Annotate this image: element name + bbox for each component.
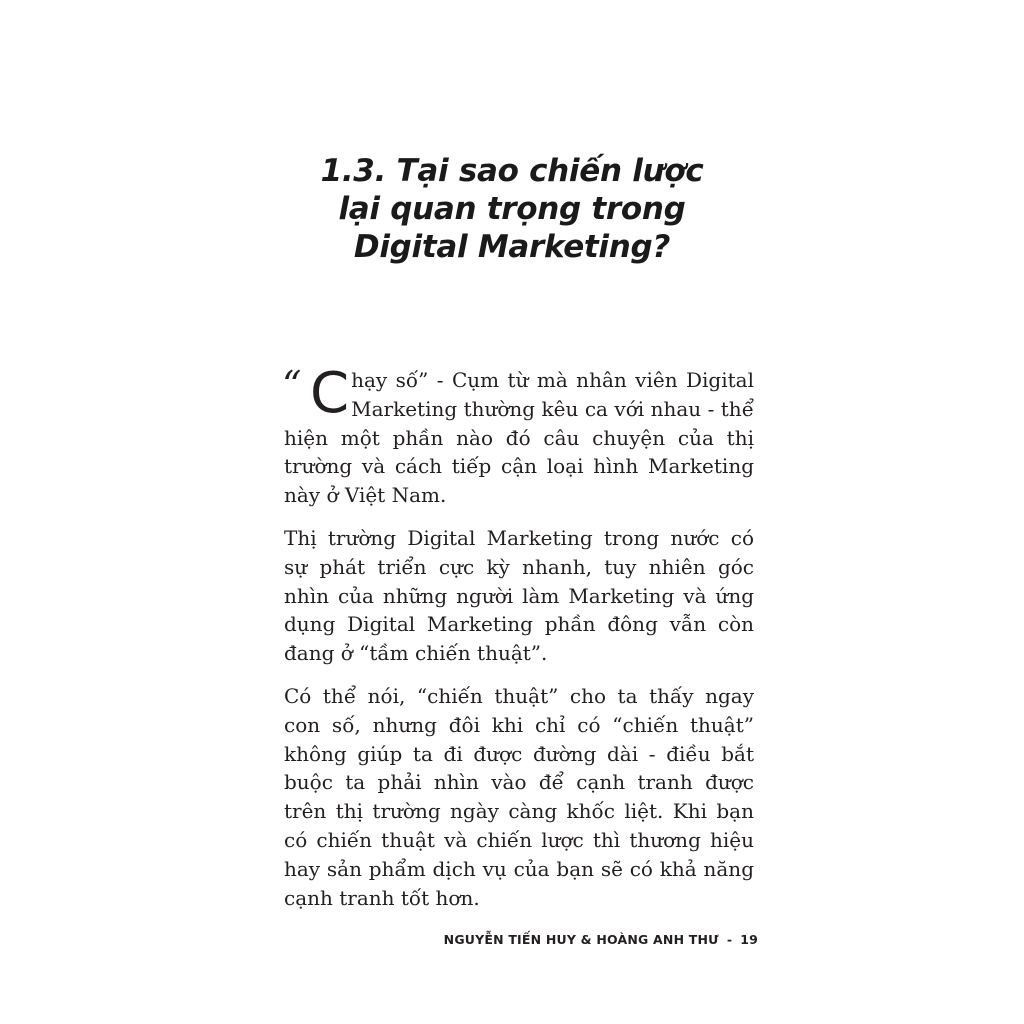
page-number: 19	[740, 932, 758, 947]
footer-authors: NGUYỄN TIẾN HUY & HOÀNG ANH THƯ	[443, 932, 719, 947]
page-footer	[444, 932, 758, 947]
open-quote-mark: “	[282, 363, 302, 407]
heading-line-3: Digital Marketing?	[353, 229, 671, 265]
section-heading	[0, 152, 1024, 266]
paragraph-1	[282, 361, 754, 510]
paragraph-3: Có thể nói, “chiến thuật” cho ta thấy ngay con số, nhưng đôi khi chỉ có “chiến thuật” không giúp ta đi được đường dài - điều bắt buộc ta phải nhìn vào để cạnh tranh được trên thị trường ngày càng khốc liệt. Khi bạn có chiến thuật và chiến lược thì thương hiệu hay sản phẩm dịch vụ của bạn sẽ có khả năng cạnh tranh tốt hơn.	[284, 683, 754, 910]
drop-cap: C	[310, 361, 350, 426]
body-text	[282, 361, 754, 926]
footer-separator: -	[726, 932, 733, 947]
heading-line-1: 1.3. Tại sao chiến lược	[320, 153, 704, 189]
heading-line-2: lại quan trọng trong	[338, 191, 686, 227]
paragraph-2: Thị trường Digital Marketing trong nước có sự phát triển cực kỳ nhanh, tuy nhiên góc nhìn của những người làm Marketing và ứng dụng Digital Marketing phần đông vẫn còn đang ở “tầm chiến thuật”.	[284, 525, 754, 666]
paragraph-1-text: hạy số” - Cụm từ mà nhân viên Digital Marketing thường kêu ca với nhau - thể hiện một phần nào đó câu chuyện của thị trường và cách tiếp cận loại hình Marketing này ở Việt Nam.	[284, 368, 754, 508]
